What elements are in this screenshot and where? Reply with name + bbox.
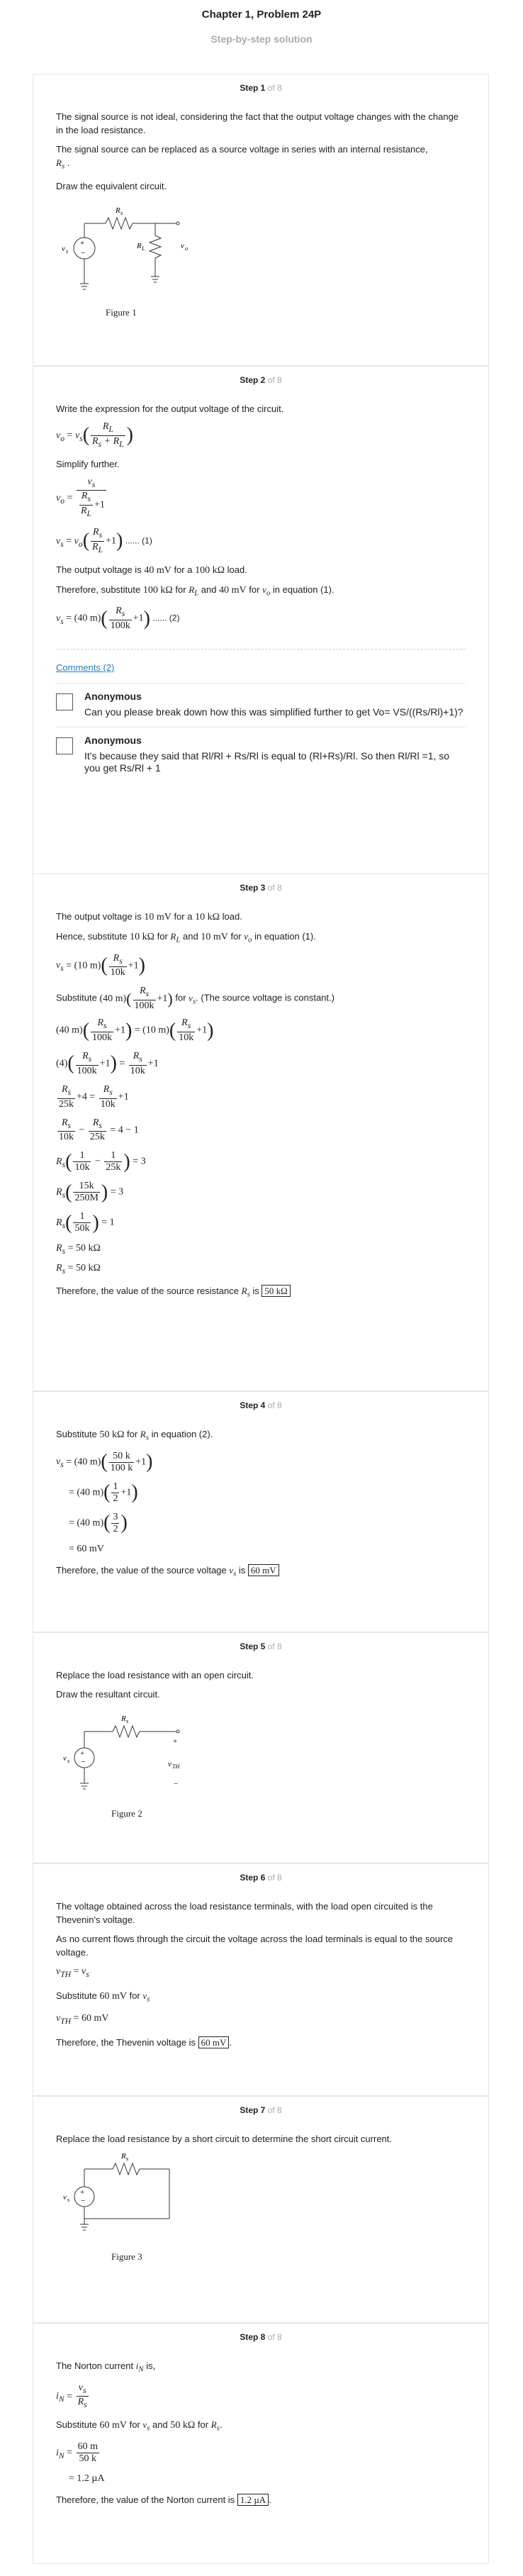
step-text: Therefore, the value of the Norton current is 1.2 µA .: [56, 2494, 271, 2505]
equation: = 1.2 µA: [69, 2472, 105, 2484]
svg-text:v: v: [63, 2193, 67, 2202]
svg-text:s: s: [126, 1718, 129, 1724]
svg-text:−: −: [81, 248, 86, 257]
step-text: Therefore, the value of the source resistance $R_s$ is 50 kΩ: [56, 1284, 466, 1302]
svg-text:s: s: [120, 209, 123, 216]
figure-caption: Figure 1: [106, 306, 137, 318]
step-text: Therefore, the Thevenin voltage is 60 mV .: [56, 2037, 232, 2048]
comment-author: Anonymous: [84, 734, 142, 746]
comment-text: Can you please break down how this was simplified further to get Vo= VS/((Rs/Rl)+1)?: [84, 706, 463, 718]
step-text: Substitute (40 m)( $\frac{R_s}{100k}$ +1) for $v_s$. (The source voltage is constant.): [56, 986, 334, 1012]
svg-text:+: +: [80, 2188, 85, 2197]
equation: $v_{TH} = 60$ mV: [56, 2013, 109, 2026]
equation: $v_{TH} = v_s$: [56, 1966, 89, 1979]
step-text: As no current flows through the circuit the voltage across the load terminals is equal to the source voltage.: [56, 1934, 454, 1958]
svg-text:o: o: [185, 245, 188, 252]
step-title: Step 1 of 8: [240, 83, 282, 93]
svg-text:v: v: [181, 241, 184, 250]
step-text: Substitute 50 kΩ for $R_s$ in equation (2).: [56, 1429, 213, 1442]
step-card-5: [33, 1632, 489, 1863]
equation: $v_s = (40$ m)( $\frac{50 k}{100 k}$ +1): [56, 1450, 153, 1473]
svg-text:−: −: [81, 1758, 86, 1766]
equation: $R_s = 50$ kΩ: [56, 1243, 101, 1256]
step-text: Draw the resultant circuit.: [56, 1689, 160, 1700]
figure-caption: Figure 2: [111, 1808, 142, 1819]
avatar: [56, 693, 73, 710]
svg-text:+: +: [173, 1737, 178, 1746]
step-text: The Norton current $i_N$ is,: [56, 2360, 156, 2374]
step-text: The output voltage is 10 mV for a 10 kΩ load.: [56, 911, 242, 922]
equation: = (40 m)( $\frac{3}{2}$ ): [69, 1511, 128, 1534]
step-text: Hence, substitute 10 kΩ for $R_L$ and 10 mV for $v_o$ in equation (1).: [56, 931, 316, 944]
step-card-6: [33, 1863, 489, 2096]
svg-text:v: v: [62, 244, 65, 253]
step-card-3: [33, 874, 489, 1391]
equation: $v_o$ = $v_s$ $\frac{R_s}{R_L}$ +1: [56, 476, 105, 518]
step-text: The output voltage is 40 mV for a 100 kΩ load.: [56, 564, 247, 576]
equation: $\frac{R_s}{25k}$ +4 = $\frac{R_s}{10k}$ +1: [59, 1083, 129, 1110]
equation: $R_s$( $\frac{15k}{250M}$ ) = 3: [56, 1181, 124, 1204]
step-text: Write the expression for the output voltage of the circuit.: [56, 403, 284, 414]
equation: = 60 mV: [69, 1543, 104, 1554]
equation: $v_s = (10$ m)( $\frac{R_s}{10k}$ +1): [56, 952, 145, 978]
step-text: The signal source can be replaced as a source voltage in series with an internal resistance, $R_s$ .: [56, 144, 428, 171]
page-subtitle: Step-by-step solution: [210, 33, 313, 45]
svg-text:R: R: [137, 241, 142, 250]
step-text: Therefore, the value of the source voltage $v_s$ is 60 mV: [56, 1563, 466, 1581]
step-title: Step 5 of 8: [240, 1641, 282, 1651]
step-title: Step 6 of 8: [240, 1873, 282, 1883]
step-title: Step 4 of 8: [240, 1400, 282, 1410]
equation: $v_s = (40$ m)( $\frac{R_s}{100k}$ +1) ...... (2): [56, 606, 180, 631]
svg-text:TH: TH: [172, 1763, 180, 1770]
step-text: Substitute 60 mV for $v_s$ and 50 kΩ for $R_s$.: [56, 2419, 223, 2433]
equation: $R_s$( $\frac{1}{50k}$ ) = 1: [56, 1211, 115, 1234]
equation: = (40 m)( $\frac{1}{2}$ +1): [69, 1481, 138, 1504]
svg-text:R: R: [121, 1714, 126, 1723]
step-text: Therefore, substitute 100 kΩ for $R_L$ and 40 mV for $v_o$ in equation (1).: [56, 584, 334, 598]
svg-text:L: L: [142, 245, 145, 252]
step-text: Replace the load resistance with an open circuit.: [56, 1670, 254, 1680]
step-text: Simplify further.: [56, 458, 120, 469]
step-card-1: [33, 74, 489, 366]
svg-text:−: −: [81, 2197, 86, 2205]
svg-text:+: +: [80, 238, 85, 247]
step-text: The signal source is not ideal, considering the fact that the output voltage changes with the change in the load resistance.: [56, 111, 459, 135]
svg-text:s: s: [66, 247, 69, 255]
step-title: Step 8 of 8: [240, 2332, 282, 2342]
answer-box: 50 kΩ: [262, 1285, 290, 1297]
equation: $R_s$( $\frac{1}{10k}$ − $\frac{1}{25k}$ ) = 3: [56, 1150, 146, 1173]
svg-text:s: s: [67, 1758, 70, 1764]
step-card-7: [33, 2096, 489, 2323]
circuit-diagram-1: [56, 199, 198, 305]
equation: $R_s = 50$ kΩ: [56, 1263, 101, 1276]
svg-text:−: −: [174, 1780, 179, 1788]
figure-caption: Figure 3: [111, 2251, 142, 2262]
step-card-4: [33, 1391, 489, 1632]
svg-text:v: v: [63, 1754, 67, 1763]
step-text: Substitute 60 mV for $v_s$: [56, 1990, 150, 2004]
answer-box: 1.2 µA: [237, 2494, 269, 2506]
comment: [56, 683, 466, 727]
answer-box: 60 mV: [248, 1564, 279, 1576]
comment-author: Anonymous: [84, 690, 142, 702]
step-text: Draw the equivalent circuit.: [56, 180, 167, 191]
step-title: Step 2 of 8: [240, 375, 282, 385]
equation: $i_N$ = $\frac{v_s}{R_s}$: [56, 2382, 87, 2410]
avatar: [56, 737, 73, 754]
step-title: Step 3 of 8: [240, 883, 282, 893]
step-card-8: [33, 2323, 489, 2564]
comments-link[interactable]: Comments (2): [56, 662, 115, 673]
equation: $\frac{R_s}{10k}$ − $\frac{R_s}{25k}$ = 4 − 1: [59, 1117, 139, 1143]
page-title: Chapter 1, Problem 24P: [201, 9, 322, 21]
svg-text:s: s: [67, 2197, 70, 2203]
equation: $v_o = v_s$( $\frac{R_L}{R_s + R_L}$ ): [56, 421, 133, 449]
step-card-2: [33, 366, 489, 883]
answer-box: 60 mV: [198, 2036, 230, 2048]
step-title: Step 7 of 8: [240, 2105, 282, 2115]
equation: (4)( $\frac{R_s}{100k}$ +1) = $\frac{R_s}{10k}$ +1: [56, 1050, 159, 1076]
circuit-diagram-3: [56, 2151, 198, 2243]
comment: [56, 727, 466, 783]
equation: $v_s = v_o$( $\frac{R_s}{R_L}$ +1) ...... (1): [56, 526, 152, 554]
equation: (40 m)( $\frac{R_s}{100k}$ +1) = (10 m)( $\frac{R_s}{10k}$ +1): [56, 1017, 214, 1043]
svg-text:R: R: [116, 206, 120, 215]
svg-text:+: +: [80, 1749, 85, 1758]
svg-text:v: v: [168, 1760, 171, 1768]
header: [0, 0, 523, 72]
step-text: The voltage obtained across the load resistance terminals, with the load open circuited is the Thevenin's voltage.: [56, 1901, 433, 1925]
svg-text:R: R: [121, 2152, 126, 2160]
comment-text: It's because they said that Rl/Rl + Rs/Rl is equal to (Rl+Rs)/Rl. So then Rl/Rl =1, so you get Rs/Rl + 1: [84, 749, 450, 774]
circuit-diagram-2: [56, 1707, 198, 1806]
equation: $i_N$ = $\frac{60 m}{50 k}$: [56, 2441, 98, 2464]
step-text: Replace the load resistance by a short circuit to determine the short circuit current.: [56, 2134, 392, 2144]
svg-text:s: s: [126, 2156, 129, 2162]
